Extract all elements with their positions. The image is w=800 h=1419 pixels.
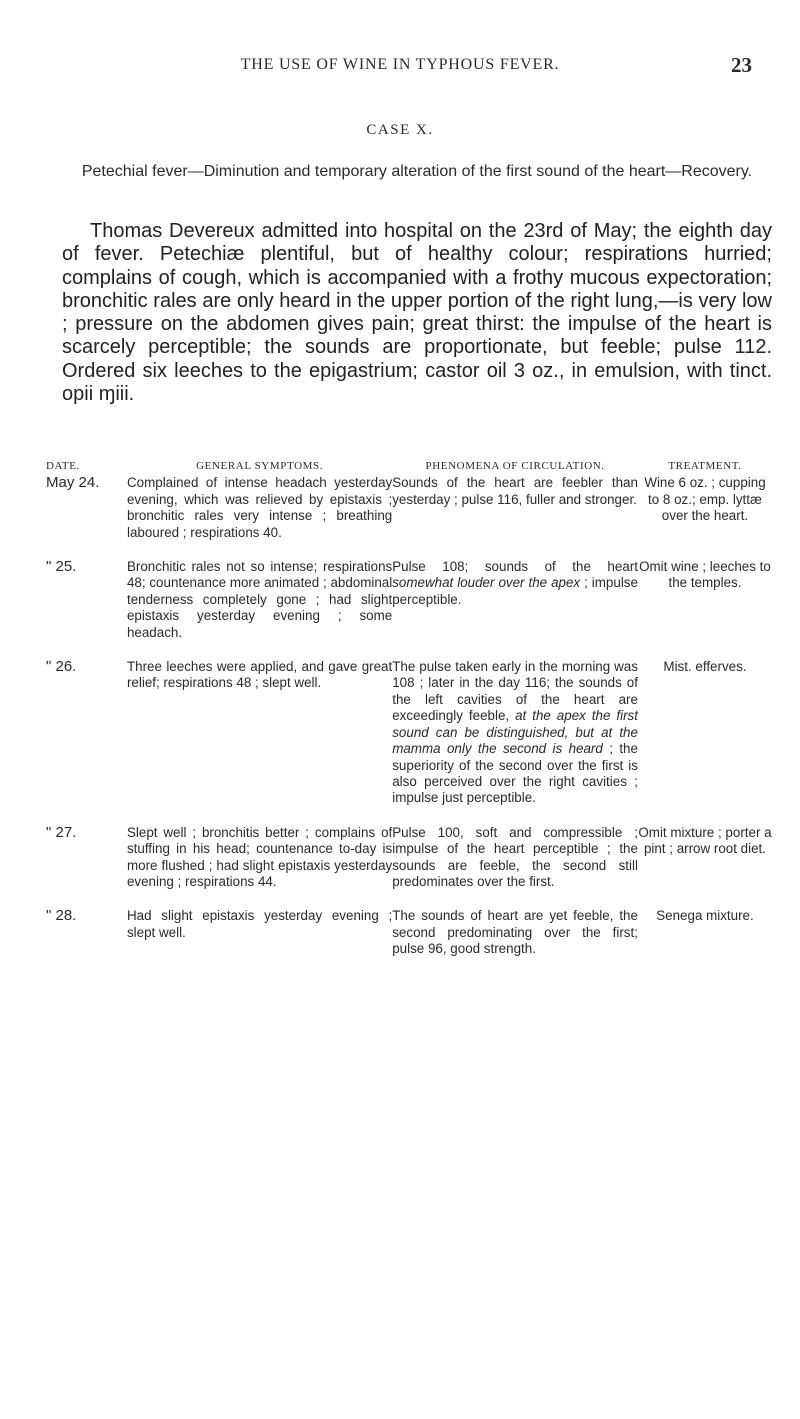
row-symptoms: Three leeches were applied, and gave great relief; respirations 48 ; slept well. xyxy=(126,659,393,691)
row-treatment: Omit wine ; leeches to the temples. xyxy=(639,559,771,591)
row-circulation: Sounds of the heart are feebler than yesterday ; pulse 116, fuller and stronger. xyxy=(392,475,638,507)
circulation-text: ; impulse perceptible. xyxy=(392,575,638,607)
table-header-row xyxy=(46,458,772,475)
row-date: " 26. xyxy=(46,658,77,676)
circulation-emphasis: at the apex the first sound can be distinguished, but at the mamma only the second is heard xyxy=(392,708,638,757)
row-circulation xyxy=(392,559,638,659)
table-row xyxy=(46,659,772,825)
circulation-text: The pulse taken early in the morning was 108 ; later in the day 116; the sounds of the left cavities of the heart are exceedingly feeble, xyxy=(392,659,638,724)
circulation-text: ; the superiority of the second over the first is also perceived over the right cavities ; impulse just perceptible. xyxy=(392,741,638,806)
row-symptoms: Bronchitic rales not so intense; respirations 48; countenance more animated ; abdominal tenderness completely gone ; had slight epistaxis yesterday evening ; some headach. xyxy=(126,559,393,640)
running-title: THE USE OF WINE IN TYPHOUS FEVER. xyxy=(240,56,560,73)
row-symptoms: Complained of intense headach yesterday evening, which was relieved by epistaxis ; bronchitic rales very intense ; breathing laboured ; respirations 40. xyxy=(126,475,393,540)
row-symptoms: Slept well ; bronchitis better ; complains of stuffing in his head; countenance to-day is more flushed ; had slight epistaxis yesterday evening ; respirations 44. xyxy=(126,824,393,889)
row-date: May 24. xyxy=(46,474,100,492)
row-circulation: The sounds of heart are yet feeble, the second predominating over the first; pulse 96, good strength. xyxy=(392,908,638,957)
table-row xyxy=(46,825,772,909)
column-header-circulation: PHENOMENA OF CIRCULATION. xyxy=(425,460,605,472)
row-date: " 25. xyxy=(46,558,77,576)
case-summary: Petechial fever—Diminution and temporary alteration of the first sound of the heart—Recovery. xyxy=(81,163,753,180)
table-row xyxy=(46,559,772,659)
row-circulation: Pulse 100, soft and compressible ; impulse of the heart perceptible ; the sounds are feeble, the second still predominates over the first. xyxy=(392,824,638,889)
case-table xyxy=(46,458,772,976)
running-head xyxy=(0,53,800,80)
column-header-date: DATE. xyxy=(46,460,80,472)
row-circulation xyxy=(392,659,638,825)
table-row xyxy=(46,475,772,559)
case-intro-paragraph: Thomas Devereux admitted into hospital on the 23rd of May; the eighth day of fever. Petechiæ plentiful, but of healthy colour; respirations hurried; complains of cough, which is accompanied with a frothy mucous expectoration; bronchitic rales are only heard in the upper portion of the right lung,—is very low ; pressure on the abdomen gives pain; great thirst: the impulse of the heart is scarcely perceptible; the sounds are proportionate, but feeble; pulse 112. Ordered six leeches to the epigastrium; castor oil 3 oz., in emulsion, with tinct. opii ɱiii. xyxy=(62,220,772,406)
column-header-symptoms: GENERAL SYMPTOMS. xyxy=(196,460,324,472)
row-treatment: Senega mixture. xyxy=(656,908,754,924)
case-heading: CASE X. xyxy=(366,122,434,138)
row-date: " 27. xyxy=(46,823,77,841)
row-symptoms: Had slight epistaxis yesterday evening ; slept well. xyxy=(126,908,393,940)
row-treatment: Mist. efferves. xyxy=(663,659,747,675)
circulation-text: Pulse 108; sounds of the heart xyxy=(392,559,638,575)
column-header-treatment: TREATMENT. xyxy=(668,460,742,472)
table-row xyxy=(46,908,772,975)
row-treatment: Wine 6 oz. ; cupping to 8 oz.; emp. lyttæ over the heart. xyxy=(644,475,766,524)
row-treatment: Omit mixture ; porter a pint ; arrow root diet. xyxy=(638,824,772,857)
row-date: " 28. xyxy=(46,907,77,925)
circulation-emphasis: somewhat louder over the apex xyxy=(392,575,581,591)
page-number: 23 xyxy=(731,53,752,77)
